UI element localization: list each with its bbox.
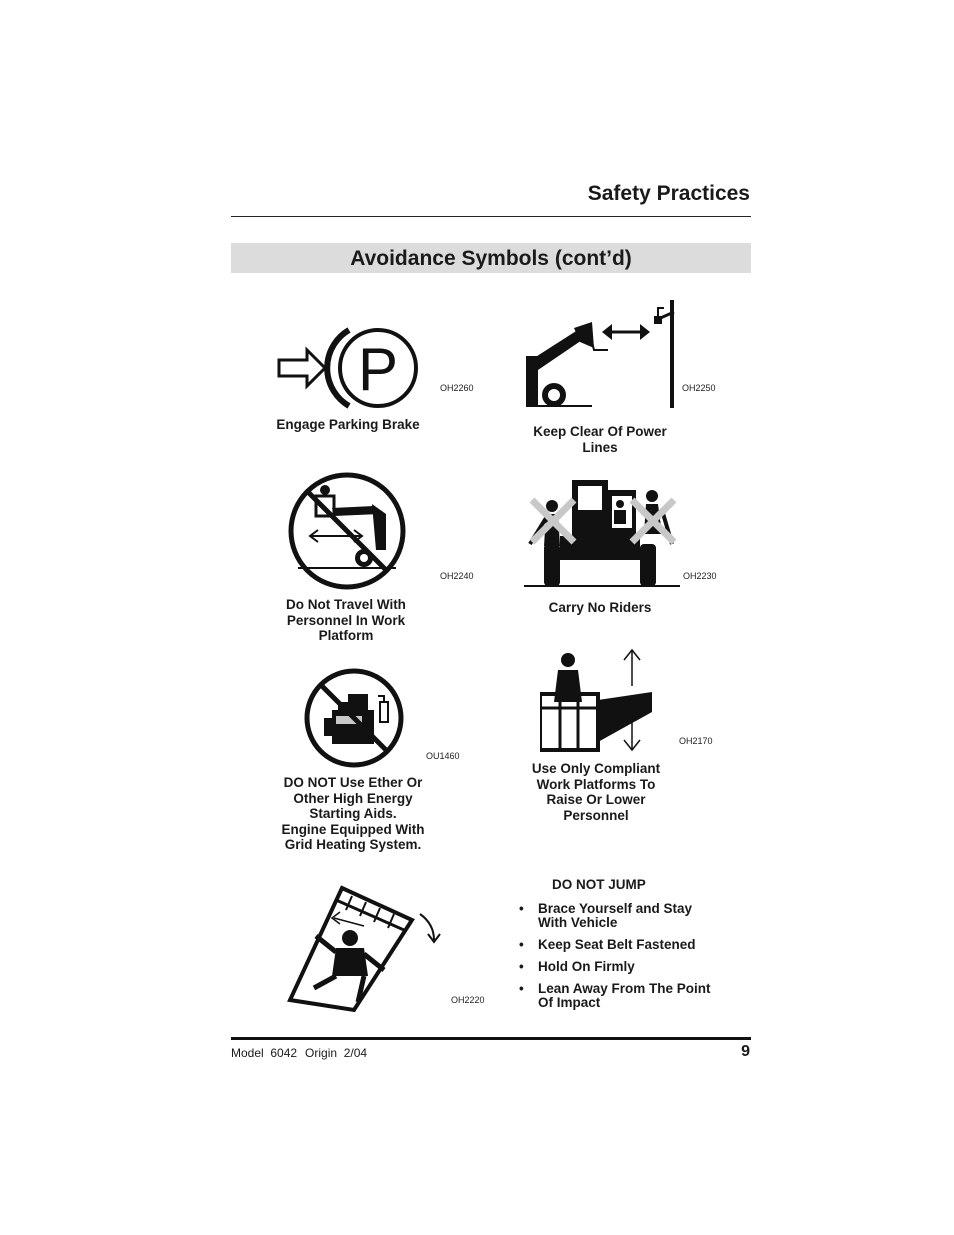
- symbol-caption: Keep Clear Of Power Lines: [533, 424, 667, 455]
- figure-code: OH2250: [682, 383, 716, 393]
- figure-code: OU1460: [426, 751, 460, 761]
- svg-text:P: P: [357, 336, 399, 403]
- figure-code: OH2220: [451, 995, 485, 1005]
- compliant-platform-icon: [540, 646, 655, 754]
- footer-divider: [231, 1037, 751, 1040]
- no-travel-with-personnel-icon: [286, 470, 408, 592]
- symbol-caption: Engage Parking Brake: [276, 417, 420, 432]
- symbol-caption: Use Only Compliant Work Platforms To Raise Or Lower Personnel: [531, 761, 661, 823]
- figure-code: OH2170: [679, 736, 713, 746]
- list-item: [519, 982, 739, 1010]
- list-heading: DO NOT JUMP: [552, 877, 646, 892]
- page-number: 9: [741, 1043, 750, 1060]
- figure-code: OH2240: [440, 571, 474, 581]
- no-riders-icon: [522, 474, 682, 589]
- list-item-text: Hold On Firmly: [538, 959, 635, 974]
- list-item: [519, 902, 739, 930]
- header-divider: [231, 216, 751, 217]
- page-title: Avoidance Symbols (cont’d): [350, 247, 632, 270]
- do-not-jump-list: [519, 877, 739, 1018]
- figure-code: OH2260: [440, 383, 474, 393]
- list-item: [519, 960, 739, 974]
- list-item-text: Keep Seat Belt Fastened: [538, 937, 696, 952]
- list-item-text: Lean Away From The Point Of Impact: [538, 981, 711, 1010]
- title-banner: [231, 243, 751, 273]
- bullet-glyph: •: [519, 959, 524, 974]
- bullet-glyph: •: [519, 901, 524, 916]
- bullet-glyph: •: [519, 981, 524, 996]
- list-item-text: Brace Yourself and Stay With Vehicle: [538, 901, 693, 930]
- power-lines-icon: [522, 298, 682, 410]
- bullet-glyph: •: [519, 937, 524, 952]
- list-item: [519, 938, 739, 952]
- symbol-caption: DO NOT Use Ether Or Other High Energy Starting Aids. Engine Equipped With Grid Heating System.: [281, 775, 425, 852]
- model-label: Model 6042: [231, 1046, 298, 1060]
- footer-info: [231, 1046, 367, 1060]
- symbol-caption: Carry No Riders: [548, 600, 652, 615]
- origin-label: Origin 2/04: [305, 1046, 368, 1060]
- no-ether-icon: [302, 666, 406, 770]
- parking-brake-icon: [275, 318, 425, 413]
- symbol-caption: Do Not Travel With Personnel In Work Platform: [286, 597, 406, 643]
- figure-code: OH2230: [683, 571, 717, 581]
- do-not-jump-icon: [284, 884, 444, 1014]
- section-title: Safety Practices: [587, 182, 750, 205]
